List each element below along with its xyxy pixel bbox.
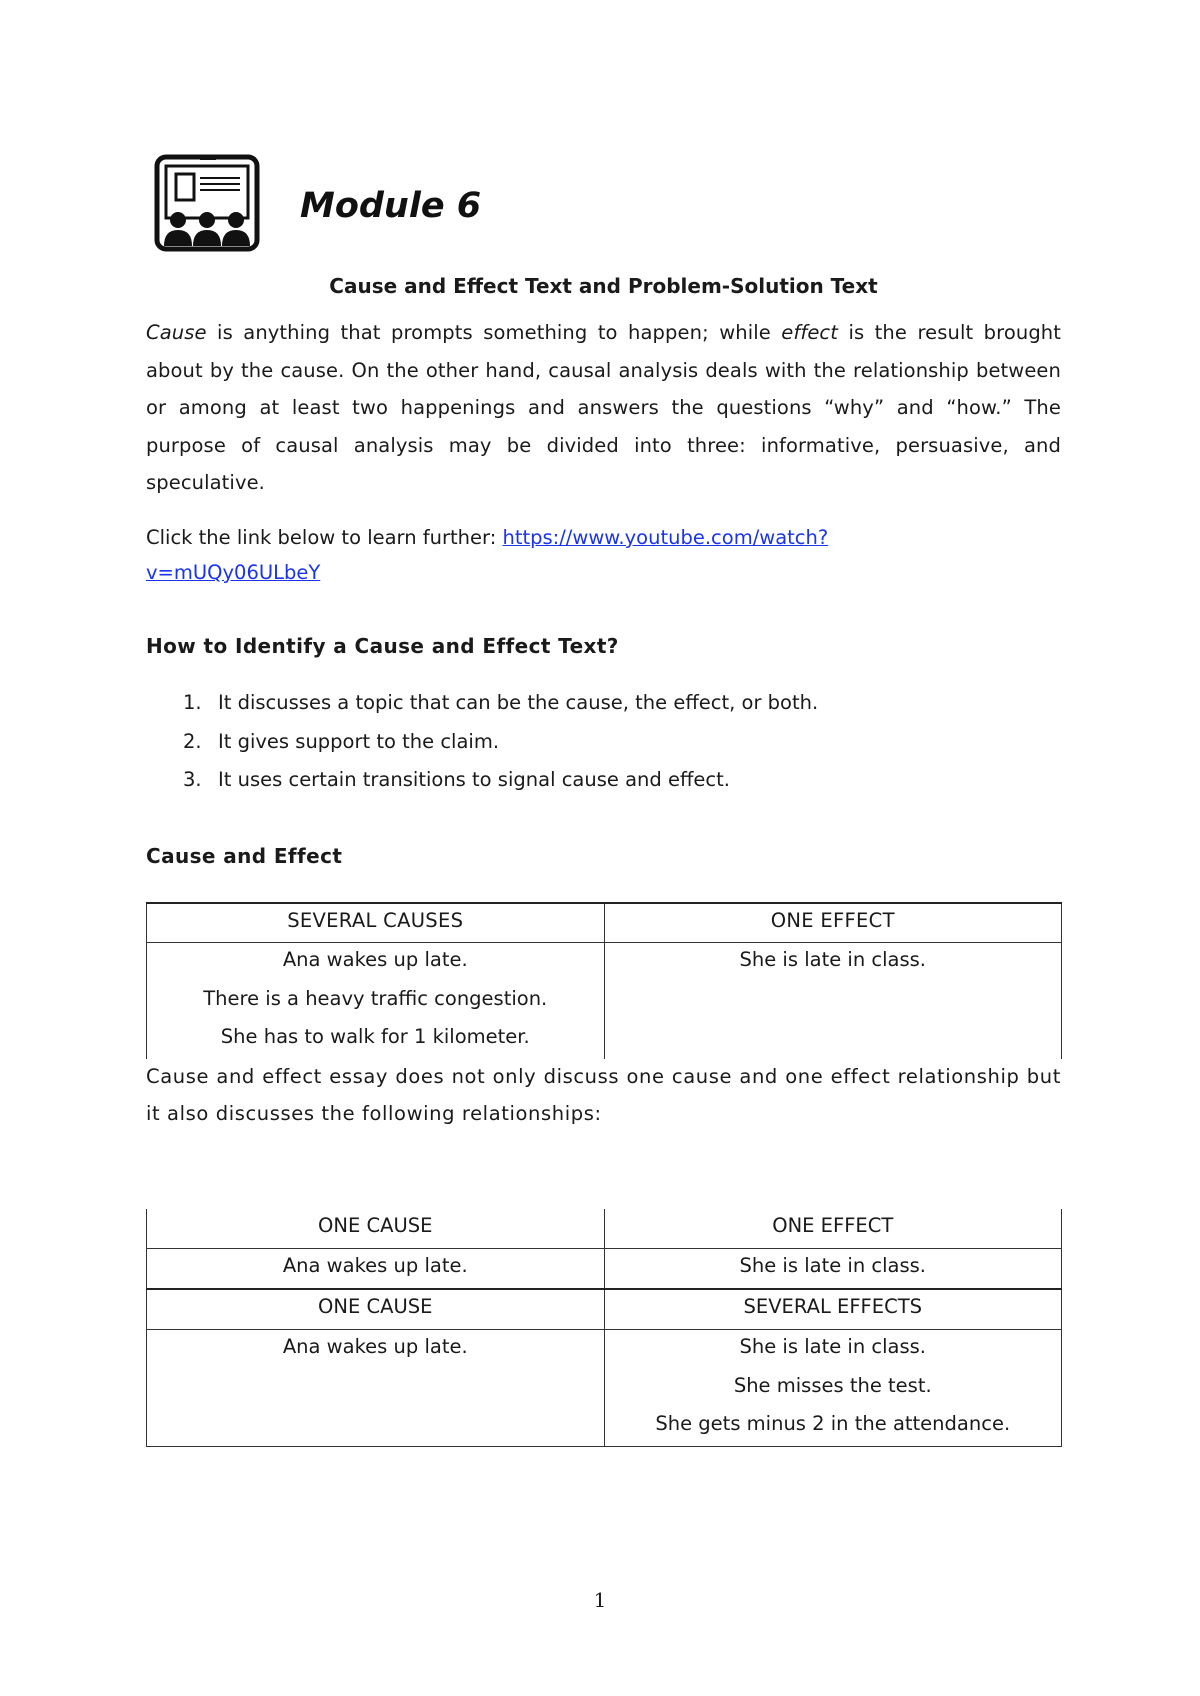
list-item: 1. It discusses a topic that can be the cause, the effect, or both.: [183, 691, 819, 714]
intro-text-a: is anything that prompts something to happen; while: [206, 321, 782, 344]
youtube-link[interactable]: https://www.youtube.com/watch? v=mUQy06ULbeY: [146, 526, 829, 584]
relationships-paragraph: Cause and effect essay does not only discuss one cause and one effect relationship but it also discusses the following relationships:: [146, 1065, 1061, 1125]
table-cell-line: She misses the test.: [733, 1373, 932, 1397]
table-cell-line: She has to walk for 1 kilometer.: [220, 1025, 530, 1048]
identify-heading: How to Identify a Cause and Effect Text?: [146, 634, 619, 658]
relationships-table: [146, 1209, 1062, 1447]
intro-paragraph: [146, 314, 1061, 502]
table-header: ONE CAUSE: [147, 1289, 605, 1330]
presentation-icon: [154, 154, 264, 262]
table-cell-line: There is a heavy traffic congestion.: [203, 986, 548, 1010]
page-subtitle: Cause and Effect Text and Problem-Solution Text: [329, 274, 878, 298]
list-item: 2. It gives support to the claim.: [183, 729, 500, 753]
table-cell: Ana wakes up late.: [147, 1249, 605, 1290]
table-cell-line: She gets minus 2 in the attendance.: [655, 1412, 1011, 1435]
table-cell-line: Ana wakes up late.: [282, 1335, 468, 1358]
link-prefix: Click the link below to learn further:: [146, 526, 503, 549]
cause-effect-heading: Cause and Effect: [146, 844, 343, 868]
effects-cell: [604, 1330, 1062, 1447]
table-cell-line: Ana wakes up late.: [282, 948, 468, 971]
table-cell-line: She is late in class.: [739, 948, 926, 971]
table-cell: She is late in class.: [604, 1249, 1062, 1290]
table-header: SEVERAL CAUSES: [147, 903, 605, 943]
module-title: Module 6: [300, 186, 482, 226]
several-causes-table: [146, 902, 1062, 1059]
identify-list: [146, 688, 1061, 804]
page-number: 1: [593, 1588, 607, 1612]
list-item: 3. It uses certain transitions to signal cause and effect.: [183, 768, 730, 791]
effect-cell: [604, 943, 1062, 1059]
table-cell-line: She is late in class.: [739, 1335, 926, 1358]
effect-term: effect: [781, 321, 838, 344]
intro-text-b: is the result brought about by the cause. On the other hand, causal analysis deals with the relationship between or among at least two happenings and answers the questions “why” and “how.” The purpose of causal analysis may be divided into three: informative, persuasive, and speculative.: [146, 321, 1061, 494]
table-header: ONE CAUSE: [147, 1209, 605, 1249]
table-header: ONE EFFECT: [604, 1209, 1062, 1249]
table-header: SEVERAL EFFECTS: [604, 1289, 1062, 1330]
causes-cell: [147, 943, 605, 1059]
table-header: ONE EFFECT: [604, 903, 1062, 943]
cause-term: Cause: [146, 321, 207, 344]
cause-cell: [147, 1330, 605, 1447]
link-paragraph: [146, 520, 1061, 590]
